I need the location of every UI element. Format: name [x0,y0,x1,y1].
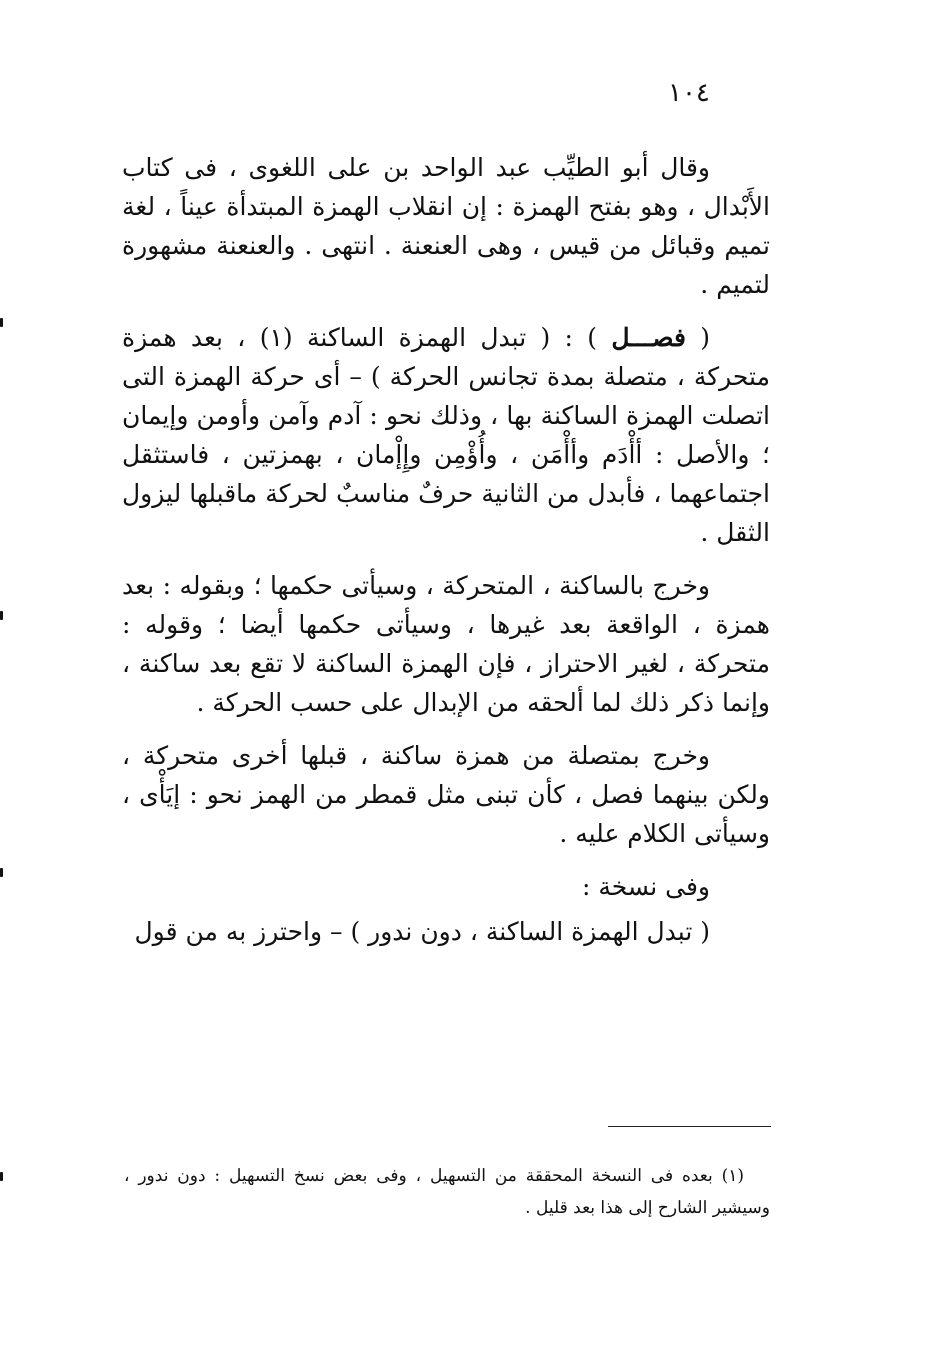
fasl-heading: فصـــل [611,323,686,352]
page-number: ١٠٤ [668,78,710,108]
fasl-open-paren: ( [685,323,710,352]
paragraph-nuskha: وفى نسخة : [582,872,710,901]
scan-mark [0,868,3,877]
footnote-text: (١) بعده فى النسخة المحققة من التسهيل ، وفى بعض نسخ التسهيل : دون ندور ، وسيشير الشارح إلى هذا بعد قليل . [124,1166,770,1219]
main-text [122,148,770,965]
paragraph-abu-tayyib: وقال أبو الطيِّب عبد الواحد بن على اللغوى ، فى كتاب الأَبْدال ، وهو بفتح الهمزة : إن انقلاب الهمزة المبتدأة عيناً ، لغة تميم وقبائل من قيس ، وهى العنعنة . انتهى . والعنعنة مشهورة لتميم . [122,153,770,299]
footnote-divider [608,1126,771,1127]
scan-mark [0,318,3,327]
paragraph-kharaja-2: وخرج بمتصلة من همزة ساكنة ، قبلها أخرى متحركة ، ولكن بينهما فصل ، كأن تبنى مثل قمطر من الهمز نحو : إيَأْى ، وسيأتى الكلام عليه . [122,741,770,848]
scan-mark [0,1172,3,1181]
footnote-1 [124,1160,770,1225]
paragraph-kharaja-1: وخرج بالساكنة ، المتحركة ، وسيأتى حكمها ؛ وبقوله : بعد همزة ، الواقعة بعد غيرها ، وسيأتى حكمها أيضا ؛ وقوله : متحركة ، لغير الاحتراز ، فإن الهمزة الساكنة لا تقع بعد ساكنة ، وإنما ذكر ذلك لما ألحقه من الإبدال على حسب الحركة . [122,571,770,717]
paragraph-fasl [122,318,770,552]
footnotes [124,1160,770,1225]
fasl-text: ) : ( تبدل الهمزة الساكنة (١) ، بعد همزة متحركة ، متصلة بمدة تجانس الحركة ) – أى حركة الهمزة التى اتصلت الهمزة الساكنة بها ، وذلك نحو : آدم وآمن وأومن وإيمان ؛ والأصل : أأْدَم وأأْمَن ، وأُؤْمِن وإِإْمان ، بهمزتين ، فاستثقل اجتماعهما ، فأبدل من الثانية حرفٌ مناسبٌ لحركة ماقبلها ليزول الثقل . [122,323,770,547]
paragraph-nuskha-quote: ( تبدل الهمزة الساكنة ، دون ندور ) – واحترز به من قول [134,917,710,946]
scan-mark [0,611,3,620]
